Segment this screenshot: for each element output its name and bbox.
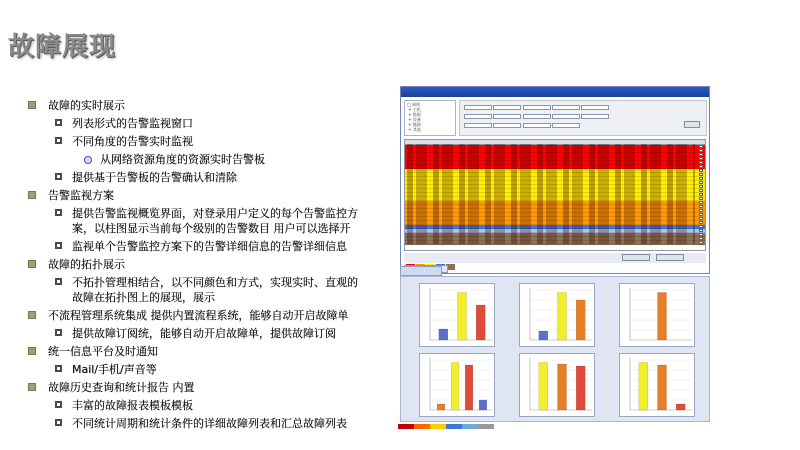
row-checkbox[interactable]	[699, 241, 703, 244]
bullet-text: 丰富的故障报表模板模板	[72, 399, 193, 412]
bullet-text: 告警监视方案	[48, 189, 114, 202]
square-bullet-icon	[55, 209, 62, 216]
filled-square-bullet-icon	[28, 347, 36, 355]
row-checkbox[interactable]	[699, 237, 703, 240]
square-bullet-icon	[55, 137, 62, 144]
chart-bar	[437, 404, 445, 410]
row-checkbox[interactable]	[699, 173, 703, 176]
bullet-level1	[24, 188, 394, 203]
bullet-level2	[24, 362, 394, 377]
bullet-level2	[24, 326, 394, 341]
row-checkbox[interactable]	[699, 149, 703, 152]
row-checkbox[interactable]	[699, 157, 703, 160]
row-checkbox[interactable]	[699, 201, 703, 204]
mini-bar-chart[interactable]	[419, 353, 495, 417]
row-checkbox[interactable]	[699, 177, 703, 180]
strip-segment	[462, 424, 478, 429]
row-checkbox[interactable]	[699, 185, 703, 188]
bullet-level2	[24, 170, 394, 185]
bullet-level1	[24, 98, 394, 113]
chart-bar	[539, 363, 548, 411]
resource-tree: □ 网络 + 主机 + 数据 + 设备 + 链路 + 其他	[404, 100, 456, 136]
row-checkbox[interactable]	[699, 189, 703, 192]
alarm-monitor-screenshot	[400, 86, 710, 274]
square-bullet-icon	[55, 401, 62, 408]
row-checkbox[interactable]	[699, 229, 703, 232]
row-checkbox[interactable]	[699, 221, 703, 224]
row-checkbox[interactable]	[699, 169, 703, 172]
bullet-level1	[24, 308, 394, 323]
row-checkbox[interactable]	[699, 217, 703, 220]
row-checkbox[interactable]	[699, 205, 703, 208]
chart-bar	[458, 293, 467, 341]
query-button[interactable]	[684, 121, 700, 128]
bullet-text: 故障的拓扑展示	[48, 258, 125, 271]
circle-bullet-icon	[84, 156, 92, 164]
bullet-level1	[24, 257, 394, 272]
filled-square-bullet-icon	[28, 191, 36, 199]
row-checkbox[interactable]	[699, 233, 703, 236]
bullet-text: 故障的实时展示	[48, 99, 125, 112]
bullet-level1	[24, 380, 394, 395]
square-bullet-icon	[55, 119, 62, 126]
mini-bar-chart[interactable]	[419, 283, 495, 347]
bullet-text: 监视单个告警监控方案下的告警详细信息的告警详细信息	[72, 240, 347, 253]
chart-bar	[476, 305, 485, 340]
chart-bar	[465, 365, 473, 410]
chart-bar	[451, 363, 459, 411]
row-checkbox[interactable]	[699, 145, 703, 148]
bullet-text: 不同角度的告警实时监视	[72, 135, 193, 148]
bullet-level1	[24, 344, 394, 359]
bullet-text: 提供告警监视概览界面，对登录用户定义的每个告警监控方	[72, 207, 358, 220]
alarm-grid	[404, 139, 706, 251]
square-bullet-icon	[55, 419, 62, 426]
bullet-text: 不流程管理系统集成 提供内置流程系统，能够自动开启故障单	[48, 309, 349, 322]
square-bullet-icon	[55, 173, 62, 180]
bullet-text-continued: 案，以柱图显示当前每个级别的告警数目 用户可以选择开	[72, 222, 351, 235]
strip-segment	[398, 424, 414, 429]
mini-bar-chart[interactable]	[619, 353, 695, 417]
filled-square-bullet-icon	[28, 101, 36, 109]
row-checkbox[interactable]	[699, 193, 703, 196]
chart-bar	[558, 364, 567, 410]
bullet-level2	[24, 116, 394, 131]
square-bullet-icon	[55, 278, 62, 285]
window-titlebar	[401, 87, 709, 97]
row-checkbox[interactable]	[699, 225, 703, 228]
square-bullet-icon	[55, 329, 62, 336]
square-bullet-icon	[55, 365, 62, 372]
bullet-level2	[24, 239, 394, 254]
bullet-text: 提供基于告警板的告警确认和清除	[72, 171, 237, 184]
row-checkbox[interactable]	[699, 213, 703, 216]
bullet-text: 不拓扑管理相结合，以不同颜色和方式，实现实时、直观的	[72, 276, 358, 289]
chart-bar	[576, 300, 585, 340]
chart-bar	[558, 293, 567, 341]
row-checkbox[interactable]	[699, 209, 703, 212]
bullet-text: 从网络资源角度的资源实时告警板	[100, 153, 265, 166]
mini-bar-chart[interactable]	[619, 283, 695, 347]
confirm-button[interactable]	[622, 254, 650, 261]
chart-bar	[439, 329, 448, 340]
color-strip	[398, 424, 494, 429]
bullet-text: 故障历史查询和统计报告 内置	[48, 381, 195, 394]
bullet-level3	[24, 152, 394, 167]
bullet-text: Mail/手机/声音等	[72, 363, 157, 376]
bullet-level2	[24, 398, 394, 413]
bullet-level2	[24, 275, 394, 305]
row-checkbox[interactable]	[699, 153, 703, 156]
chart-bar	[576, 366, 585, 410]
bullet-level2	[24, 416, 394, 431]
filled-square-bullet-icon	[28, 260, 36, 268]
strip-segment	[430, 424, 446, 429]
chart-bar	[658, 293, 667, 341]
bullet-text-continued: 故障在拓扑图上的展现，展示	[72, 291, 215, 304]
bullet-level2	[24, 206, 394, 236]
chart-bar	[676, 404, 685, 410]
filled-square-bullet-icon	[28, 383, 36, 391]
bullet-text: 不同统计周期和统计条件的详细故障列表和汇总故障列表	[72, 417, 347, 430]
row-checkbox[interactable]	[699, 197, 703, 200]
chart-overview-panel	[400, 276, 710, 422]
row-checkbox[interactable]	[699, 161, 703, 164]
strip-segment	[414, 424, 430, 429]
clear-button[interactable]	[656, 254, 684, 261]
filter-panel	[459, 100, 707, 136]
row-checkbox[interactable]	[699, 165, 703, 168]
chart-bar	[479, 400, 487, 410]
bullet-text: 统一信息平台及时通知	[48, 345, 158, 358]
mini-bar-chart[interactable]	[519, 353, 595, 417]
bullet-text: 提供故障订阅统，能够自动开启故障单，提供故障订阅	[72, 327, 336, 340]
strip-segment	[478, 424, 494, 429]
mini-bar-chart[interactable]	[519, 283, 595, 347]
bullet-text: 列表形式的告警监视窗口	[72, 117, 193, 130]
status-bar	[404, 253, 706, 263]
overview-tab[interactable]	[400, 266, 442, 276]
chart-bar	[539, 331, 548, 340]
strip-segment	[446, 424, 462, 429]
bullet-list	[24, 98, 394, 434]
filled-square-bullet-icon	[28, 311, 36, 319]
bullet-level2	[24, 134, 394, 149]
slide-title: 故障展现	[8, 32, 117, 62]
chart-bar	[639, 363, 648, 411]
alarm-row[interactable]	[405, 241, 705, 245]
square-bullet-icon	[55, 242, 62, 249]
chart-bar	[658, 365, 667, 410]
row-checkbox[interactable]	[699, 181, 703, 184]
